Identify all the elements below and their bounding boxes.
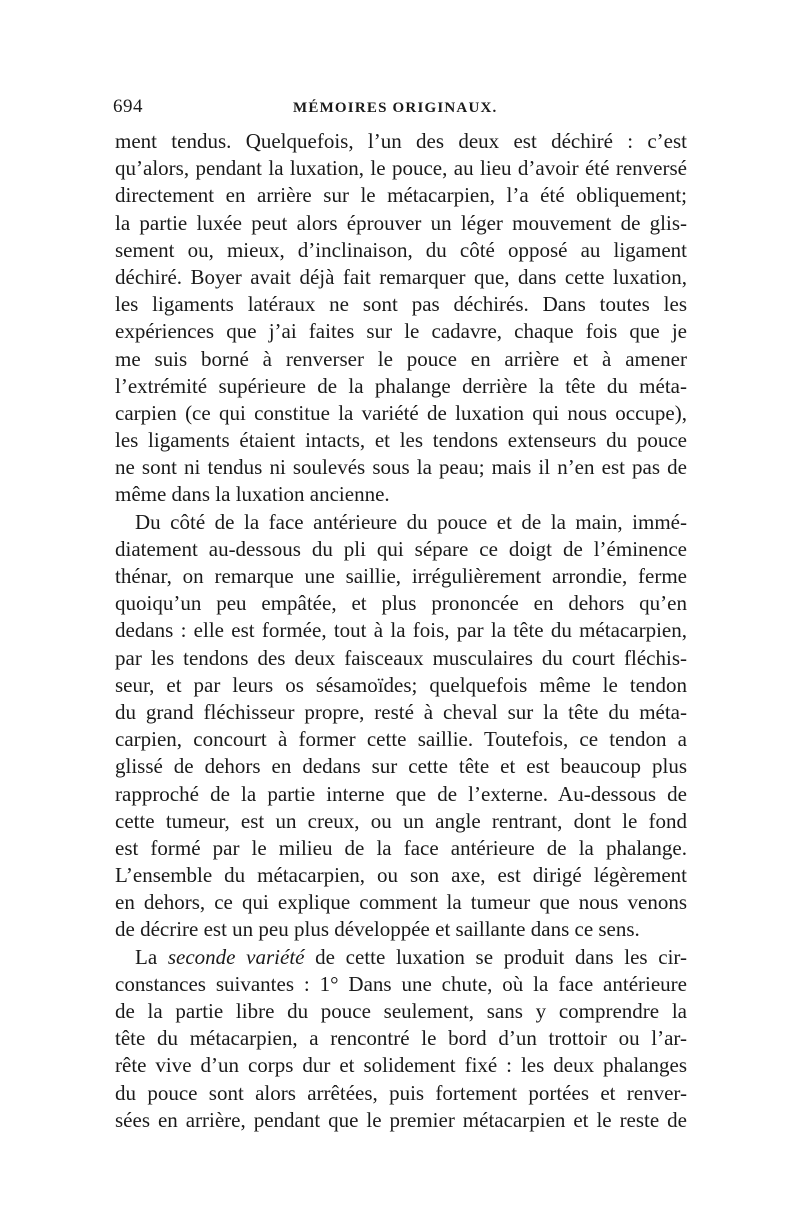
text-line: de la partie libre du pouce seulement, sans y comprendre la	[115, 999, 687, 1023]
running-title: MÉMOIRES ORIGINAUX.	[293, 100, 498, 116]
text-line: est formé par le milieu de la face antérieure de la phalange.	[115, 835, 687, 860]
text-line: glissé de dehors en dedans sur cette tête et est beaucoup plus	[115, 754, 687, 779]
text-line: qu’alors, pendant la luxation, le pouce, au lieu d’avoir été renversé	[115, 156, 687, 181]
text-line: rête vive d’un corps dur et solidement fixé : les deux phalanges	[115, 1053, 687, 1078]
text-line: les ligaments étaient intacts, et les tendons extenseurs du pouce	[115, 428, 687, 453]
text-line: rapproché de la partie interne que de l’externe. Au-dessous de	[115, 781, 687, 806]
text-line: seur, et par leurs os sésamoïdes; quelquefois même le tendon	[115, 672, 687, 697]
text-fragment: de cette luxation se produit dans les cir-	[304, 944, 687, 969]
text-line: de décrire est un peu plus développée et saillante dans ce sens.	[115, 917, 640, 942]
text-line: thénar, on remarque une saillie, irrégulièrement arrondie, ferme	[115, 564, 687, 588]
page-number: 694	[113, 96, 143, 117]
body-text	[115, 128, 687, 1134]
text-line: l’extrémité supérieure de la phalange derrière la tête du méta-	[115, 373, 687, 398]
text-line: la partie luxée peut alors éprouver un léger mouvement de glis-	[115, 210, 687, 235]
text-line: tête du métacarpien, a rencontré le bord d’un trottoir ou l’ar-	[115, 1026, 687, 1051]
text-line: du pouce sont alors arrêtées, puis fortement portées et renver-	[115, 1080, 687, 1105]
text-line: ment tendus. Quelquefois, l’un des deux est déchiré : c’est	[115, 129, 687, 153]
text-line: constances suivantes : 1° Dans une chute, où la face antérieure	[115, 971, 687, 996]
text-line: carpien, concourt à former cette saillie. Toutefois, ce tendon a	[115, 727, 687, 752]
text-line: par les tendons des deux faisceaux musculaires du court fléchis-	[115, 645, 687, 670]
italic-term: seconde variété	[167, 944, 305, 969]
text-line: diatement au-dessous du pli qui sépare ce doigt de l’éminence	[115, 536, 687, 561]
text-line: quoiqu’un peu empâtée, et plus prononcée en dehors qu’en	[115, 591, 687, 616]
text-line: me suis borné à renverser le pouce en arrière et à amener	[115, 346, 687, 371]
page-header	[113, 96, 693, 120]
text-line: les ligaments latéraux ne sont pas déchirés. Dans toutes les	[115, 292, 687, 317]
text-line: expériences que j’ai faites sur le cadavre, chaque fois que je	[115, 319, 687, 344]
text-line	[115, 944, 687, 971]
text-line: sement ou, mieux, d’inclinaison, du côté opposé au ligament	[115, 237, 687, 262]
text-line: sées en arrière, pendant que le premier métacarpien et le reste de	[115, 1107, 687, 1132]
text-line: Du côté de la face antérieure du pouce et de la main, immé-	[135, 509, 687, 534]
text-line: L’ensemble du métacarpien, ou son axe, est dirigé légèrement	[115, 863, 687, 888]
text-line: cette tumeur, est un creux, ou un angle rentrant, dont le fond	[115, 808, 687, 833]
text-line: ne sont ni tendus ni soulevés sous la peau; mais il n’en est pas de	[115, 455, 687, 480]
text-line: carpien (ce qui constitue la variété de luxation qui nous occupe),	[115, 400, 687, 425]
text-line: du grand fléchisseur propre, resté à cheval sur la tête du méta-	[115, 699, 687, 724]
text-fragment: La	[135, 944, 168, 969]
text-line: dedans : elle est formée, tout à la fois, par la tête du métacarpien,	[115, 618, 687, 643]
text-line: directement en arrière sur le métacarpien, l’a été obliquement;	[115, 183, 687, 208]
text-line: en dehors, ce qui explique comment la tumeur que nous venons	[115, 890, 687, 915]
text-line: déchiré. Boyer avait déjà fait remarquer que, dans cette luxation,	[115, 264, 687, 289]
text-line: même dans la luxation ancienne.	[115, 482, 390, 507]
